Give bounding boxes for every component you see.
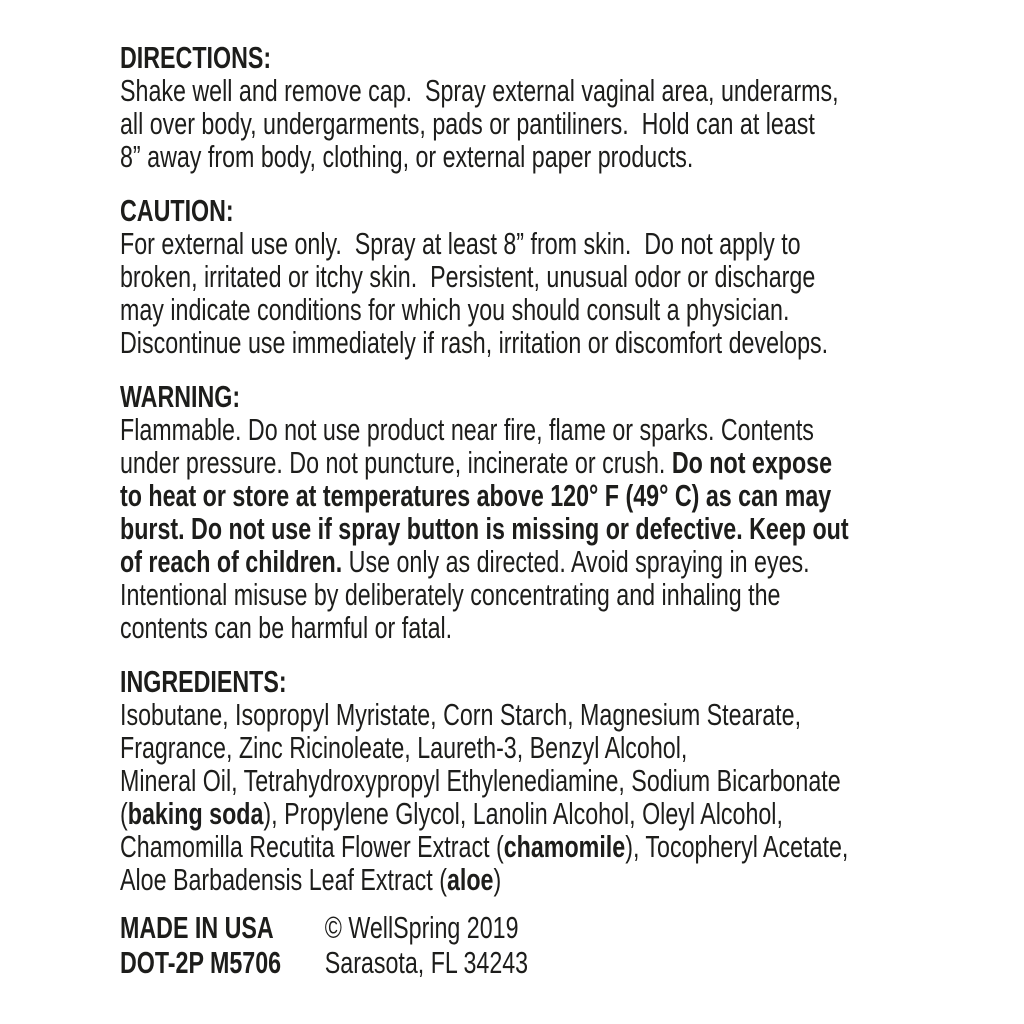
text-segment: ), Propylene Glycol, Lanolin Alcohol, Oleyl Alcohol, xyxy=(263,796,783,831)
text-segment: Discontinue use immediately if rash, irritation or discomfort develops. xyxy=(120,325,829,360)
footer-right-text: © WellSpring 2019 xyxy=(324,910,519,945)
text-line xyxy=(120,830,849,863)
text-segment: ), Tocopheryl Acetate, xyxy=(625,829,849,864)
text-line xyxy=(120,413,849,446)
footer-left-text: MADE IN USA xyxy=(120,910,274,945)
footer-left-text: DOT-2P M5706 xyxy=(120,945,282,980)
text-segment: ) xyxy=(493,862,502,897)
text-line xyxy=(120,326,849,359)
section-heading-warning: WARNING: xyxy=(120,379,241,414)
text-line xyxy=(120,863,849,896)
text-segment: may indicate conditions for which you should consult a physician. xyxy=(120,292,790,327)
label-sections xyxy=(120,41,1024,896)
footer-row xyxy=(120,946,849,979)
text-line xyxy=(120,140,849,173)
bold-text-segment: of reach of children. xyxy=(120,544,343,579)
text-segment: Isobutane, Isopropyl Myristate, Corn Starch, Magnesium Stearate, xyxy=(120,697,802,732)
text-line xyxy=(120,578,849,611)
section-directions xyxy=(120,41,1024,173)
text-line xyxy=(120,764,849,797)
section-heading-caution: CAUTION: xyxy=(120,193,234,228)
section-heading-directions: DIRECTIONS: xyxy=(120,40,272,75)
text-segment: ( xyxy=(120,796,128,831)
text-segment: Chamomilla Recutita Flower Extract ( xyxy=(120,829,504,864)
footer-right-text: Sarasota, FL 34243 xyxy=(324,945,529,980)
bold-text-segment: baking soda xyxy=(127,796,264,831)
bold-text-segment: aloe xyxy=(446,862,494,897)
text-line xyxy=(120,512,849,545)
text-line xyxy=(120,797,849,830)
text-segment: all over body, undergarments, pads or pantiliners. Hold can at least xyxy=(120,106,815,141)
text-line xyxy=(120,293,849,326)
text-segment: broken, irritated or itchy skin. Persistent, unusual odor or discharge xyxy=(120,259,816,294)
section-heading-ingredients: INGREDIENTS: xyxy=(120,664,287,699)
text-line xyxy=(120,479,849,512)
text-segment: Fragrance, Zinc Ricinoleate, Laureth-3, Benzyl Alcohol, xyxy=(120,730,688,765)
text-segment: Intentional misuse by deliberately concentrating and inhaling the xyxy=(120,577,781,612)
bold-text-segment: burst. Do not use if spray button is missing or defective. Keep out xyxy=(120,511,849,546)
footer-row xyxy=(120,911,849,944)
text-segment: Shake well and remove cap. Spray external vaginal area, underarms, xyxy=(120,73,839,108)
text-line xyxy=(120,611,849,644)
text-segment: contents can be harmful or fatal. xyxy=(120,610,453,645)
label-footer xyxy=(120,911,1024,979)
bold-text-segment: to heat or store at temperatures above 120° F (49° C) as can may xyxy=(120,478,832,513)
text-segment: under pressure. Do not puncture, incinerate or crush. xyxy=(120,445,672,480)
text-line xyxy=(120,545,849,578)
section-ingredients xyxy=(120,665,1024,896)
text-segment: Use only as directed. Avoid spraying in eyes. xyxy=(342,544,810,579)
bold-text-segment: chamomile xyxy=(503,829,626,864)
text-line xyxy=(120,698,849,731)
product-label xyxy=(120,41,1024,979)
text-segment: Mineral Oil, Tetrahydroxypropyl Ethylenediamine, Sodium Bicarbonate xyxy=(120,763,841,798)
text-segment: Aloe Barbadensis Leaf Extract ( xyxy=(120,862,447,897)
text-line xyxy=(120,731,849,764)
text-line xyxy=(120,107,849,140)
section-warning xyxy=(120,380,1024,644)
text-line xyxy=(120,446,849,479)
text-line xyxy=(120,227,849,260)
text-segment: For external use only. Spray at least 8” from skin. Do not apply to xyxy=(120,226,801,261)
bold-text-segment: Do not expose xyxy=(671,445,833,480)
text-line xyxy=(120,260,849,293)
text-line xyxy=(120,74,849,107)
section-caution xyxy=(120,194,1024,359)
text-segment: Flammable. Do not use product near fire, flame or sparks. Contents xyxy=(120,412,814,447)
text-segment: 8” away from body, clothing, or external paper products. xyxy=(120,139,694,174)
